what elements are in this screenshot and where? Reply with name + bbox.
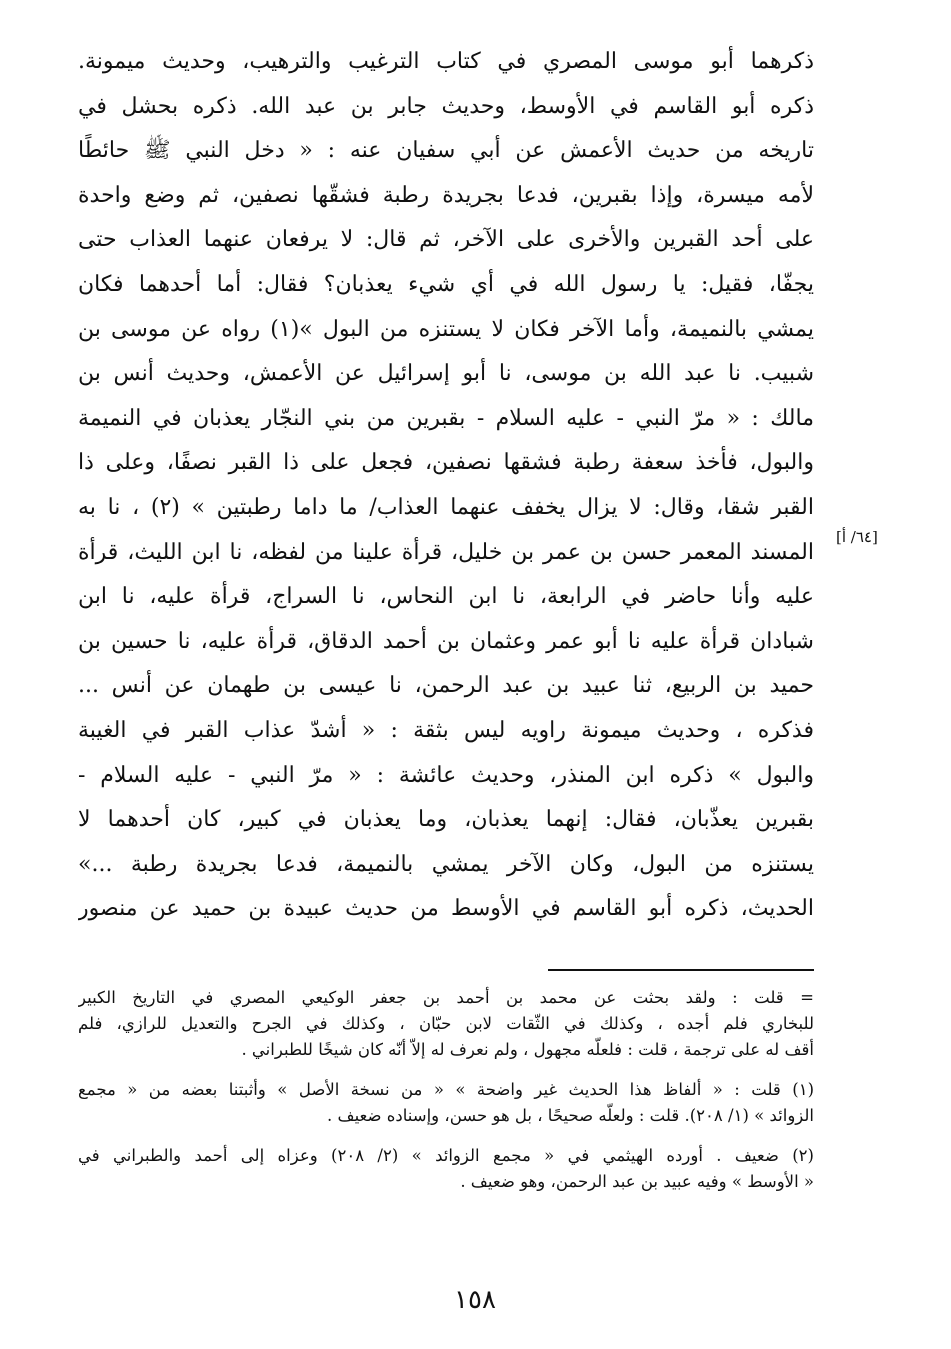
footnote-line: الزوائد » (١/ ٢٠٨). قلت : ولعلّه صحيحًا ، بل هو حسن، وإسناده ضعيف . xyxy=(327,1106,814,1125)
footnote-divider xyxy=(548,969,814,971)
footnote-line: = قلت : ولقد بحثت عن محمد بن أحمد بن جعفر الوكيعي المصري في التاريخ الكبير xyxy=(78,988,814,1007)
main-text-line: القبر شقا، وقال: لا يزال يخفف عنهما العذاب/ ما داما رطبتين » (٢) ، نا به xyxy=(78,494,814,520)
main-text-line: المسند المعمر حسن بن عمر بن خليل، قرأة علينا من لفظه، نا ابن الليث، قرأة xyxy=(78,539,814,565)
main-text-line: لأمه ميسرة، وإذا بقبرين، فدعا بجريدة رطبة فشقّها نصفين، ثم وضع واحدة xyxy=(78,182,814,208)
main-text-line: يمشي بالنميمة، وأما الآخر فكان لا يستنزه من البول »(١) رواه عن موسى بن xyxy=(78,316,814,342)
main-text-body xyxy=(78,40,814,932)
main-text-line: على أحد القبرين والأخرى على الآخر، ثم قال: لا يرفعان عنهما العذاب حتى xyxy=(78,227,814,253)
main-text-line: ذكرهما أبو موسى المصري في كتاب الترغيب والترهيب، وحديث ميمونة. xyxy=(78,49,814,74)
main-text-line: فذكره ، وحديث ميمونة راويه ليس بثقة : « أشدّ عذاب القبر في الغيبة xyxy=(78,717,814,743)
main-text-line: بقبرين يعذّبان، فقال: إنهما يعذبان، وما يعذبان في كبير، كان أحدهما لا xyxy=(78,807,814,833)
main-text-line: شبيب. نا عبد الله بن موسى، نا أبو إسرائيل عن الأعمش، وحديث أنس بن xyxy=(78,361,814,387)
main-text-line: تاريخه من حديث الأعمش عن أبي سفيان عنه : « دخل النبي ﷺ حائطًا xyxy=(78,138,814,164)
footnotes-section xyxy=(78,985,814,1209)
footnote-line: أقف له على ترجمة ، قلت : فلعلّه مجهول ، ولم نعرف له إلاّ أنّه كان شيخًا للطبراني . xyxy=(241,1040,814,1059)
main-text-line: يجفّا، فقيل: يا رسول الله في أي شيء يعذبان؟ فقال: أما أحدهما فكان xyxy=(78,271,814,297)
main-text-line: عليه وأنا حاضر في الرابعة، نا ابن النحاس، نا السراج، قرأة عليه، نا ابن xyxy=(78,584,814,610)
main-text-line: والبول » ذكره ابن المنذر، وحديث عائشة : « مرّ النبي - عليه السلام - xyxy=(78,762,814,788)
main-text-line: ذكره أبو القاسم في الأوسط، وحديث جابر بن عبد الله. ذكره بحشل في xyxy=(78,93,814,119)
manuscript-folio-marker: [٦٤/ أ] xyxy=(836,528,878,546)
main-text-line: مالك : « مرّ النبي - عليه السلام - بقبرين من بني النجّار يعذبان في النميمة xyxy=(78,405,814,431)
main-text-line: شبادان قرأة عليه نا أبو عمر وعثمان بن أحمد الدقاق، قرأة عليه، نا حسين بن xyxy=(78,628,814,654)
footnote-line: « الأوسط » وفيه عبيد بن عبد الرحمن، وهو ضعيف . xyxy=(460,1172,814,1191)
main-text-line: الحديث، ذكره أبو القاسم في الأوسط من حديث عبيدة بن حميد عن منصور xyxy=(78,896,814,922)
page-number: ١٥٨ xyxy=(454,1285,496,1315)
footnote-2 xyxy=(78,1143,814,1195)
footnote-line: (٢) ضعيف . أورده الهيثمي في « مجمع الزوائد » (٢/ ٢٠٨) وعزاه إلى أحمد والطبراني في xyxy=(78,1146,814,1165)
footnote-1 xyxy=(78,1077,814,1129)
footnote-line: (١) قلت : « ألفاظ هذا الحديث غير واضحة » « من نسخة الأصل » وأثبتنا بعضه من « مجمع xyxy=(78,1080,814,1099)
main-text-line: يستنزه من البول، وكان الآخر يمشي بالنميمة، فدعا بجريدة رطبة ...» xyxy=(78,851,814,877)
main-text-line: حميد بن الربيع، ثنا عبيد بن عبد الرحمن، نا عيسى بن طهمان عن أنس ... xyxy=(78,673,814,699)
footnote-line: للبخاري فلم أجده ، وكذلك في الثّقات لابن حبّان ، وكذلك في الجرح والتعديل للرازي، فلم xyxy=(78,1014,814,1033)
main-text-line: والبول، فأخذ سعفة رطبة فشقها نصفين، فجعل على ذا القبر نصفًا، وعلى ذا xyxy=(78,450,814,476)
footnote-continuation xyxy=(78,985,814,1063)
